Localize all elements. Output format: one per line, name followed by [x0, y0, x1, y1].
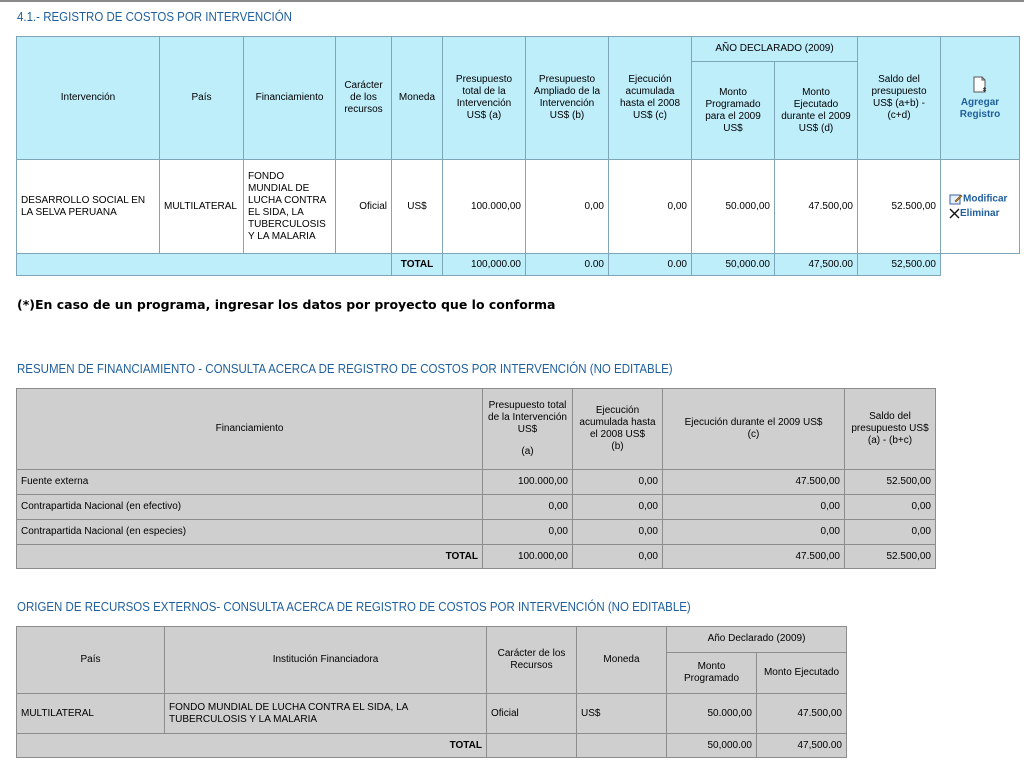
total-row: [17, 734, 847, 758]
row-label: Contrapartida Nacional (en efectivo): [17, 495, 483, 520]
actions-cell: [941, 160, 1020, 254]
agregar-registro-cell: [941, 37, 1020, 160]
total-monto-ejecutado: 47,500.00: [757, 734, 847, 758]
cell-c: 0,00: [663, 520, 845, 545]
table-row: [17, 694, 847, 734]
total-monto-programado: 50,000.00: [692, 254, 775, 276]
col-header-intervencion: Intervención: [17, 37, 160, 160]
col-header-moneda: Moneda: [577, 627, 667, 694]
total-label: TOTAL: [17, 545, 483, 569]
cell-presupuesto-ampliado: 0,00: [526, 160, 609, 254]
col-header-pais: País: [160, 37, 244, 160]
total-presupuesto-ampliado: 0.00: [526, 254, 609, 276]
cell-caracter: Oficial: [336, 160, 392, 254]
col-header-financiamiento: Financiamiento: [17, 389, 483, 470]
row-label: Fuente externa: [17, 470, 483, 495]
cell-financiamiento: FONDO MUNDIAL DE LUCHA CONTRA EL SIDA, LA TUBERCULOSIS Y LA MALARIA: [244, 160, 336, 254]
cell-c: 0,00: [663, 495, 845, 520]
cell-monto-ejecutado: 47.500,00: [775, 160, 858, 254]
cell-pais: MULTILATERAL: [17, 694, 165, 734]
col-header-moneda: Moneda: [392, 37, 443, 160]
total-row: [17, 545, 936, 569]
total-row-spacer: [17, 254, 392, 276]
total-label: TOTAL: [17, 734, 487, 758]
agregar-registro-button[interactable]: [945, 76, 1015, 121]
total-monto-programado: 50,000.00: [667, 734, 757, 758]
modificar-label: Modificar: [963, 193, 1008, 205]
col-header-ejecucion-2008: [573, 389, 663, 470]
modificar-button[interactable]: [949, 193, 1015, 206]
origen-table: [16, 626, 847, 758]
total-a: 100.000,00: [483, 545, 573, 569]
cell-caracter: Oficial: [487, 694, 577, 734]
cell-saldo: 0,00: [845, 495, 936, 520]
col-header-pais: País: [17, 627, 165, 694]
cell-a: 0,00: [483, 520, 573, 545]
cell-a: 100.000,00: [483, 470, 573, 495]
agregar-registro-label: Agregar Registro: [959, 96, 1001, 120]
top-border: [0, 0, 1024, 2]
table-row: [17, 520, 936, 545]
delete-x-icon: [949, 208, 960, 219]
col-header-ejecucion-2009: [663, 389, 845, 470]
eliminar-button[interactable]: [949, 208, 1015, 220]
cell-saldo: 52.500,00: [845, 470, 936, 495]
total-presupuesto-total: 100,000.00: [443, 254, 526, 276]
cell-monto-programado: 50.000,00: [692, 160, 775, 254]
col-header-presupuesto: [483, 389, 573, 470]
section-title-registro: 4.1.- REGISTRO DE COSTOS POR INTERVENCIÓN: [17, 10, 292, 24]
total-b: 0,00: [573, 545, 663, 569]
edit-icon: [949, 193, 963, 205]
total-empty-moneda: [577, 734, 667, 758]
col-header-presupuesto-label: Presupuesto total de la Intervención US$: [488, 400, 567, 435]
cell-institucion: FONDO MUNDIAL DE LUCHA CONTRA EL SIDA, LA TUBERCULOSIS Y LA MALARIA: [165, 694, 487, 734]
col-header-ejecucion-2009-sub: (c): [747, 429, 760, 440]
total-saldo: 52.500,00: [845, 545, 936, 569]
cell-a: 0,00: [483, 495, 573, 520]
col-header-presupuesto-total: Presupuesto total de la Intervención US$ (a): [443, 37, 526, 160]
col-header-anio-declarado: Año Declarado (2009): [667, 627, 847, 653]
total-label: TOTAL: [392, 254, 443, 276]
resumen-table: [16, 388, 936, 569]
col-header-monto-programado: Monto Programado: [667, 652, 757, 693]
col-header-saldo-sub: (a) - (b+c): [867, 435, 913, 446]
eliminar-label: Eliminar: [960, 207, 1000, 219]
col-header-anio-declarado: AÑO DECLARADO (2009): [692, 37, 858, 62]
program-note: (*)En caso de un programa, ingresar los datos por proyecto que lo conforma: [17, 297, 556, 312]
col-header-presupuesto-sub: (a): [521, 446, 534, 457]
table-row: [17, 495, 936, 520]
cell-moneda: US$: [392, 160, 443, 254]
cell-b: 0,00: [573, 520, 663, 545]
cell-ejecucion-2008: 0,00: [609, 160, 692, 254]
col-header-ejecucion-2008-sub: (b): [611, 441, 624, 452]
col-header-caracter: Carácter de los recursos: [336, 37, 392, 160]
col-header-monto-ejecutado: Monto Ejecutado: [757, 652, 847, 693]
col-header-saldo-label: Saldo del presupuesto US$: [851, 411, 929, 434]
total-row-empty: [941, 254, 1020, 276]
total-c: 47.500,00: [663, 545, 845, 569]
cell-b: 0,00: [573, 470, 663, 495]
table-row: [17, 160, 1020, 254]
col-header-financiamiento: Financiamiento: [244, 37, 336, 160]
col-header-institucion: Institución Financiadora: [165, 627, 487, 694]
col-header-presupuesto-ampliado: Presupuesto Ampliado de la Intervención US$ (b): [526, 37, 609, 160]
col-header-saldo: [845, 389, 936, 470]
cell-pais: MULTILATERAL: [160, 160, 244, 254]
total-ejecucion-2008: 0.00: [609, 254, 692, 276]
total-monto-ejecutado: 47,500.00: [775, 254, 858, 276]
new-document-icon: [973, 76, 987, 93]
cell-b: 0,00: [573, 495, 663, 520]
table-row: [17, 470, 936, 495]
cell-saldo: 0,00: [845, 520, 936, 545]
col-header-ejecucion-2009-label: Ejecución durante el 2009 US$: [684, 417, 823, 428]
col-header-ejecucion-2008: Ejecución acumulada hasta el 2008 US$ (c): [609, 37, 692, 160]
col-header-monto-programado: Monto Programado para el 2009 US$: [692, 62, 775, 160]
costos-table: [16, 36, 1020, 276]
total-saldo: 52,500.00: [858, 254, 941, 276]
section-title-resumen: RESUMEN DE FINANCIAMIENTO - CONSULTA ACERCA DE REGISTRO DE COSTOS POR INTERVENCIÓN (NO EDITABLE): [17, 362, 673, 376]
cell-monto-programado: 50.000,00: [667, 694, 757, 734]
col-header-ejecucion-2008-label: Ejecución acumulada hasta el 2008 US$: [579, 405, 656, 440]
col-header-saldo: Saldo del presupuesto US$ (a+b) - (c+d): [858, 37, 941, 160]
cell-moneda: US$: [577, 694, 667, 734]
cell-saldo: 52.500,00: [858, 160, 941, 254]
cell-monto-ejecutado: 47.500,00: [757, 694, 847, 734]
total-empty-caracter: [487, 734, 577, 758]
section-title-origen: ORIGEN DE RECURSOS EXTERNOS- CONSULTA ACERCA DE REGISTRO DE COSTOS POR INTERVENCIÓN (NO EDITABLE): [17, 600, 691, 614]
total-row: [17, 254, 1020, 276]
cell-c: 47.500,00: [663, 470, 845, 495]
cell-intervencion: DESARROLLO SOCIAL EN LA SELVA PERUANA: [17, 160, 160, 254]
cell-presupuesto-total: 100.000,00: [443, 160, 526, 254]
row-label: Contrapartida Nacional (en especies): [17, 520, 483, 545]
col-header-caracter: Carácter de los Recursos: [487, 627, 577, 694]
col-header-monto-ejecutado: Monto Ejecutado durante el 2009 US$ (d): [775, 62, 858, 160]
